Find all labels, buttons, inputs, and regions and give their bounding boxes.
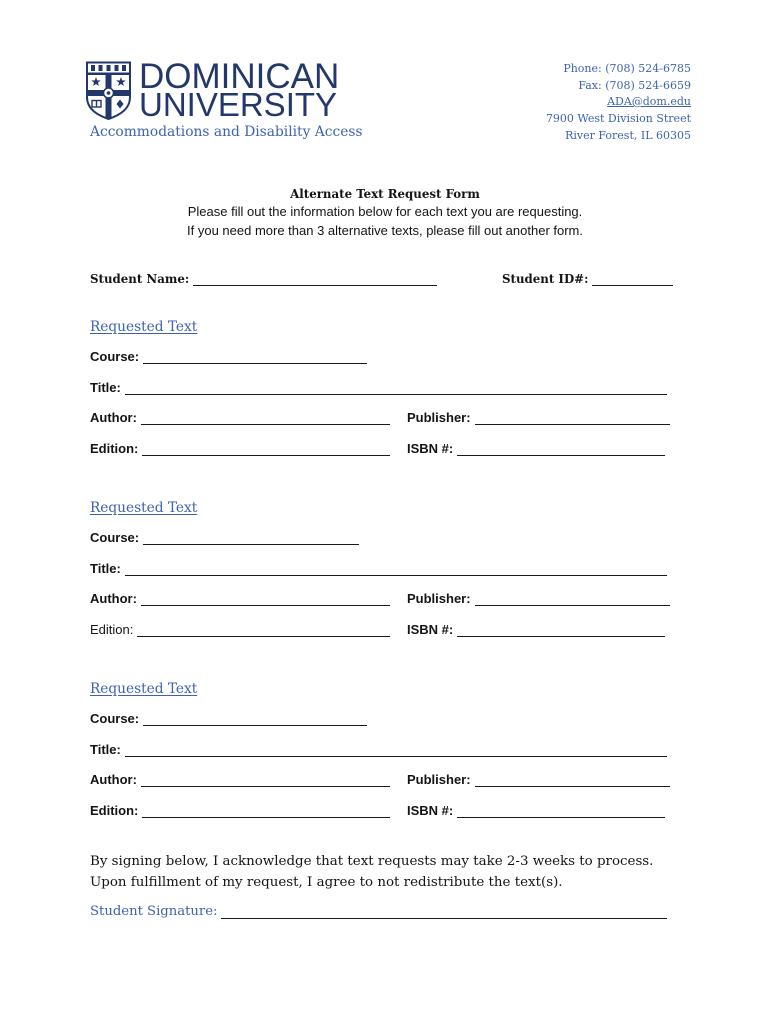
- contact-fax: Fax: (708) 524-6659: [578, 79, 691, 92]
- title-field[interactable]: [125, 743, 667, 757]
- isbn-field[interactable]: [457, 623, 665, 637]
- author-row: [90, 408, 390, 428]
- title-row: [90, 378, 667, 398]
- course-field[interactable]: [143, 531, 359, 545]
- signature-row: [90, 902, 667, 922]
- section-heading: Requested Text: [90, 500, 198, 516]
- course-row: [90, 709, 367, 729]
- title-row: [90, 740, 667, 760]
- title-row: [90, 559, 667, 579]
- isbn-row: [407, 620, 665, 640]
- student-id-field[interactable]: [592, 272, 673, 286]
- section-heading: Requested Text: [90, 681, 198, 697]
- isbn-row: [407, 801, 665, 821]
- publisher-label: Publisher:: [407, 410, 471, 425]
- contact-city: River Forest, IL 60305: [565, 129, 691, 142]
- course-label: Course:: [90, 711, 140, 726]
- form-instruction-line: Please fill out the information below for each text you are requesting.: [187, 204, 583, 219]
- signature-field[interactable]: [221, 905, 667, 919]
- edition-label: Edition:: [90, 803, 139, 818]
- edition-label: Edition:: [90, 441, 139, 456]
- edition-label: Edition:: [90, 622, 134, 637]
- student-name-field[interactable]: [193, 272, 437, 286]
- course-label: Course:: [90, 349, 140, 364]
- edition-row: [90, 620, 390, 640]
- signature-label: Student Signature:: [90, 904, 218, 919]
- department-name: Accommodations and Disability Access: [90, 124, 363, 140]
- title-label: Title:: [90, 742, 121, 757]
- student-name-label: Student Name:: [90, 272, 190, 286]
- requested-text-section: [0, 679, 770, 829]
- contact-email-link[interactable]: ADA@dom.edu: [607, 95, 691, 108]
- course-field[interactable]: [143, 712, 367, 726]
- publisher-field[interactable]: [475, 592, 670, 606]
- course-field[interactable]: [143, 350, 367, 364]
- student-name-row: [90, 269, 437, 289]
- title-label: Title:: [90, 380, 121, 395]
- publisher-label: Publisher:: [407, 772, 471, 787]
- author-field[interactable]: [141, 411, 390, 425]
- acknowledgment-line: By signing below, I acknowledge that text requests may take 2-3 weeks to process.: [90, 854, 654, 869]
- author-label: Author:: [90, 591, 137, 606]
- publisher-label: Publisher:: [407, 591, 471, 606]
- form-title: Alternate Text Request Form: [290, 187, 480, 201]
- requested-text-section: [0, 498, 770, 648]
- crest-chief-band: [87, 63, 130, 74]
- contact-phone: Phone: (708) 524-6785: [563, 62, 691, 75]
- isbn-label: ISBN #:: [407, 622, 454, 637]
- author-label: Author:: [90, 410, 137, 425]
- isbn-label: ISBN #:: [407, 441, 454, 456]
- edition-row: [90, 801, 390, 821]
- course-row: [90, 347, 367, 367]
- isbn-field[interactable]: [457, 804, 665, 818]
- section-heading: Requested Text: [90, 319, 198, 335]
- isbn-label: ISBN #:: [407, 803, 454, 818]
- university-name-line2: UNIVERSITY: [139, 86, 338, 123]
- form-instruction-line: If you need more than 3 alternative texts, please fill out another form.: [187, 223, 583, 238]
- author-field[interactable]: [141, 592, 390, 606]
- contact-street: 7900 West Division Street: [545, 112, 691, 125]
- author-label: Author:: [90, 772, 137, 787]
- course-label: Course:: [90, 530, 140, 545]
- title-label: Title:: [90, 561, 121, 576]
- author-row: [90, 770, 390, 790]
- publisher-row: [407, 408, 670, 428]
- publisher-field[interactable]: [475, 411, 670, 425]
- publisher-field[interactable]: [475, 773, 670, 787]
- requested-text-section: [0, 317, 770, 467]
- author-row: [90, 589, 390, 609]
- university-name-line1: DOMINICAN: [139, 57, 340, 96]
- crest-center-dot: [107, 91, 111, 95]
- student-id-label: Student ID#:: [502, 272, 589, 286]
- edition-row: [90, 439, 390, 459]
- isbn-row: [407, 439, 665, 459]
- edition-field[interactable]: [142, 442, 390, 456]
- author-field[interactable]: [141, 773, 390, 787]
- course-row: [90, 528, 359, 548]
- title-field[interactable]: [125, 381, 667, 395]
- edition-field[interactable]: [142, 804, 390, 818]
- isbn-field[interactable]: [457, 442, 665, 456]
- title-field[interactable]: [125, 562, 667, 576]
- publisher-row: [407, 589, 670, 609]
- publisher-row: [407, 770, 670, 790]
- university-crest-icon: [85, 61, 132, 120]
- edition-field[interactable]: [137, 623, 390, 637]
- student-id-row: [502, 269, 673, 289]
- acknowledgment-line: Upon fulfillment of my request, I agree to not redistribute the text(s).: [90, 875, 563, 890]
